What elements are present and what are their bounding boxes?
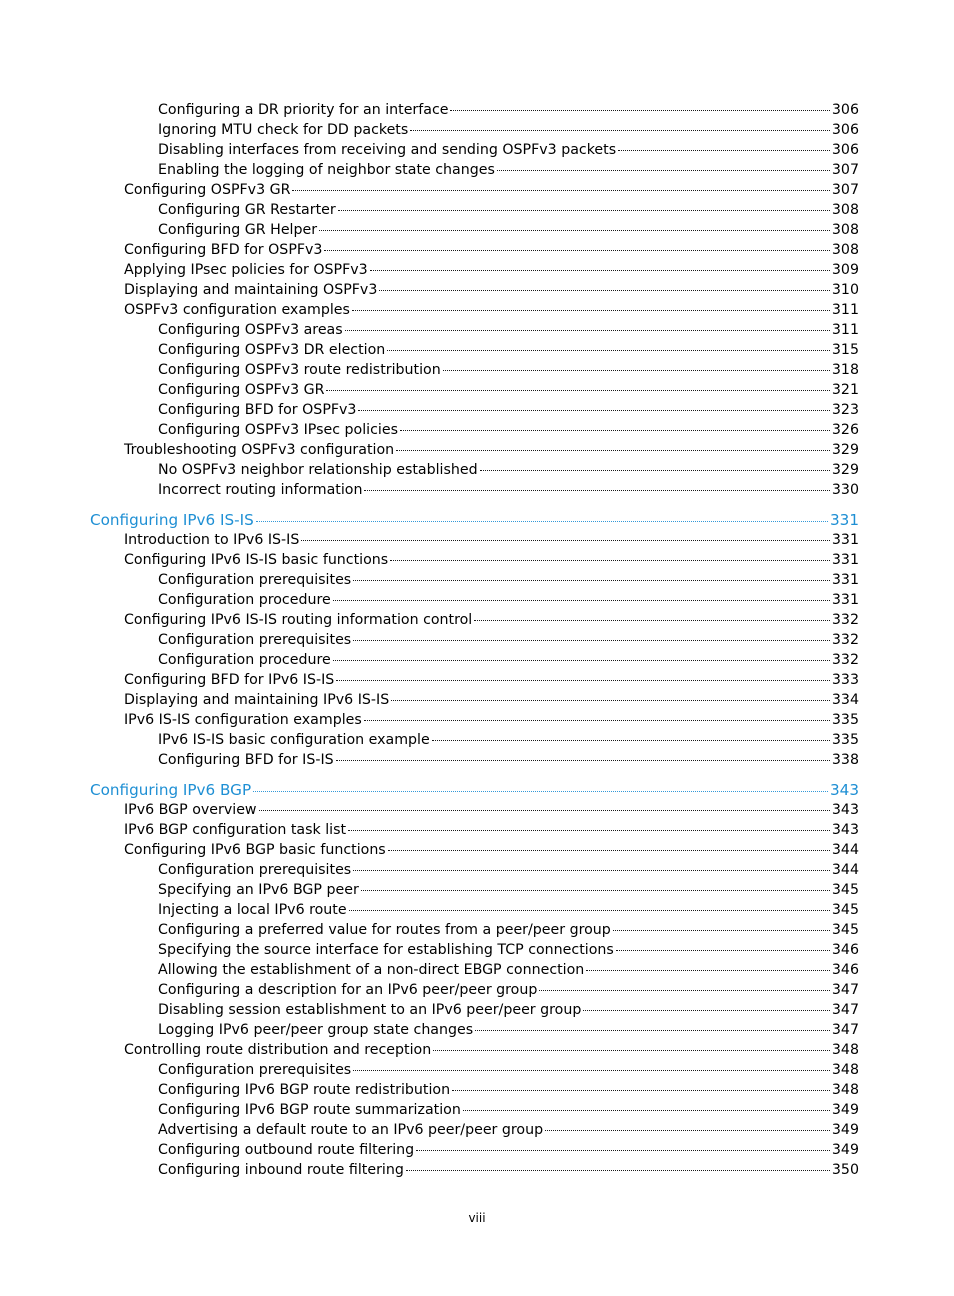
dot-leader [616, 949, 830, 951]
toc-entry[interactable] [158, 920, 859, 940]
dot-leader [463, 1109, 830, 1111]
toc-entry-page: 310 [831, 282, 859, 298]
dot-leader [391, 699, 830, 701]
toc-entry-page: 306 [831, 102, 859, 118]
dot-leader [333, 659, 830, 661]
toc-entry-page: 348 [831, 1042, 859, 1058]
dot-leader [379, 289, 830, 291]
toc-entry[interactable] [158, 1160, 859, 1180]
toc-chapter-entry[interactable] [90, 510, 859, 530]
toc-entry-title: Configuring OSPFv3 DR election [158, 342, 386, 358]
toc-entry-page: 315 [831, 342, 859, 358]
toc-entry[interactable] [158, 650, 859, 670]
dot-leader [253, 790, 828, 792]
toc-entry-title: Displaying and maintaining IPv6 IS-IS [124, 692, 390, 708]
toc-entry[interactable] [158, 1140, 859, 1160]
toc-entry-page: 329 [831, 462, 859, 478]
toc-entry[interactable] [158, 1120, 859, 1140]
toc-entry[interactable] [124, 550, 859, 570]
toc-entry[interactable] [124, 440, 859, 460]
toc-entry-title: Configuring BFD for IPv6 IS-IS [124, 672, 335, 688]
toc-entry[interactable] [158, 480, 859, 500]
toc-entry[interactable] [158, 320, 859, 340]
dot-leader [416, 1149, 830, 1151]
dot-leader [256, 520, 828, 522]
toc-entry[interactable] [124, 820, 859, 840]
toc-entry-title: Configuring OSPFv3 IPsec policies [158, 422, 398, 438]
toc-entry[interactable] [158, 200, 859, 220]
toc-entry-page: 318 [831, 362, 859, 378]
toc-entry-title: OSPFv3 configuration examples [124, 302, 350, 318]
toc-entry-title: Configuring BFD for OSPFv3 [124, 242, 323, 258]
dot-leader [450, 109, 829, 111]
toc-entry-title: Ignoring MTU check for DD packets [158, 122, 409, 138]
toc-entry-page: 347 [831, 1022, 859, 1038]
toc-entry-page: 349 [831, 1122, 859, 1138]
toc-entry-title: Configuring OSPFv3 GR [124, 182, 291, 198]
dot-leader [586, 969, 830, 971]
toc-entry-page: 349 [831, 1142, 859, 1158]
toc-entry-page: 343 [831, 802, 859, 818]
toc-entry-page: 311 [831, 322, 859, 338]
toc-entry-title: Configuring BFD for IS-IS [158, 752, 334, 768]
toc-entry-page: 309 [831, 262, 859, 278]
toc-entry[interactable] [158, 160, 859, 180]
dot-leader [452, 1089, 830, 1091]
toc-entry-title: Logging IPv6 peer/peer group state changes [158, 1022, 474, 1038]
toc-entry-page: 331 [831, 552, 859, 568]
toc-entry-page: 308 [831, 242, 859, 258]
dot-leader [349, 909, 830, 911]
dot-leader [338, 209, 830, 211]
toc-entry[interactable] [124, 260, 859, 280]
toc-entry-page: 334 [831, 692, 859, 708]
toc-entry[interactable] [124, 530, 859, 550]
toc-entry-page: 348 [831, 1082, 859, 1098]
dot-leader [319, 229, 830, 231]
dot-leader [396, 449, 830, 451]
dot-leader [364, 489, 829, 491]
toc-entry-title: Configuring outbound route filtering [158, 1142, 415, 1158]
toc-entry[interactable] [158, 1080, 859, 1100]
toc-entry-title: Configuring BFD for OSPFv3 [158, 402, 357, 418]
toc-entry-page: 307 [831, 182, 859, 198]
toc-entry[interactable] [158, 630, 859, 650]
toc-entry[interactable] [158, 220, 859, 240]
toc-entry-title: Configuration procedure [158, 652, 331, 668]
toc-entry-title: Configuring IPv6 BGP basic functions [124, 842, 386, 858]
toc-entry-title: Configuring IPv6 IS-IS [90, 511, 254, 529]
toc-entry[interactable] [158, 120, 859, 140]
toc-entry-page: 307 [831, 162, 859, 178]
dot-leader [539, 989, 830, 991]
toc-entry[interactable] [158, 1000, 859, 1020]
toc-entry-page: 343 [831, 822, 859, 838]
toc-entry-title: Configuration procedure [158, 592, 331, 608]
dot-leader [388, 849, 830, 851]
toc-entry-title: Incorrect routing information [158, 482, 363, 498]
toc-entry[interactable] [124, 240, 859, 260]
toc-entry-page: 346 [831, 942, 859, 958]
toc-entry-page: 344 [831, 842, 859, 858]
toc-entry-title: IPv6 IS-IS configuration examples [124, 712, 362, 728]
toc-entry[interactable] [158, 100, 859, 120]
dot-leader [400, 429, 830, 431]
toc-entry[interactable] [124, 180, 859, 200]
toc-entry-title: Configuration prerequisites [158, 862, 352, 878]
toc-entry[interactable] [158, 140, 859, 160]
dot-leader [353, 869, 830, 871]
toc-entry[interactable] [158, 1020, 859, 1040]
toc-entry-page: 349 [831, 1102, 859, 1118]
toc-entry-title: IPv6 BGP overview [124, 802, 257, 818]
toc-entry-page: 332 [831, 652, 859, 668]
toc-entry-page: 329 [831, 442, 859, 458]
toc-entry-title: Allowing the establishment of a non-direct EBGP connection [158, 962, 585, 978]
dot-leader [345, 329, 830, 331]
dot-leader [474, 619, 830, 621]
toc-entry-page: 333 [831, 672, 859, 688]
toc-entry-title: Advertising a default route to an IPv6 peer/peer group [158, 1122, 544, 1138]
toc-entry-title: Injecting a local IPv6 route [158, 902, 347, 918]
dot-leader [353, 1069, 830, 1071]
dot-leader [292, 189, 829, 191]
toc-entry[interactable] [124, 1040, 859, 1060]
toc-entry-page: 335 [831, 732, 859, 748]
toc-entry-title: IPv6 IS-IS basic configuration example [158, 732, 430, 748]
dot-leader [358, 409, 829, 411]
toc-entry[interactable] [158, 860, 859, 880]
dot-leader [618, 149, 830, 151]
toc-entry-title: Configuring a DR priority for an interface [158, 102, 449, 118]
dot-leader [301, 539, 830, 541]
dot-leader [324, 249, 829, 251]
toc-entry[interactable] [158, 360, 859, 380]
toc-entry-title: Enabling the logging of neighbor state changes [158, 162, 495, 178]
toc-chapter-entry[interactable] [90, 780, 859, 800]
toc-entry[interactable] [124, 800, 859, 820]
toc-entry[interactable] [158, 730, 859, 750]
toc-entry-page: 331 [831, 572, 859, 588]
toc-entry-page: 332 [831, 612, 859, 628]
toc-entry-page: 343 [830, 781, 859, 799]
toc-entry-title: Introduction to IPv6 IS-IS [124, 532, 300, 548]
toc-entry-title: Configuring GR Helper [158, 222, 318, 238]
toc-entry[interactable] [158, 340, 859, 360]
toc-entry[interactable] [158, 460, 859, 480]
dot-leader [336, 759, 830, 761]
toc-entry-title: Specifying an IPv6 BGP peer [158, 882, 359, 898]
toc-entry-page: 326 [831, 422, 859, 438]
toc-entry-page: 332 [831, 632, 859, 648]
toc-entry-title: Configuring IPv6 BGP route summarization [158, 1102, 461, 1118]
toc-entry-title: Configuring a description for an IPv6 peer/peer group [158, 982, 538, 998]
toc-entry[interactable] [158, 590, 859, 610]
toc-entry-page: 306 [831, 122, 859, 138]
toc-entry[interactable] [158, 1060, 859, 1080]
dot-leader [480, 469, 830, 471]
toc-entry-page: 350 [831, 1162, 859, 1178]
toc-entry-page: 338 [831, 752, 859, 768]
dot-leader [361, 889, 830, 891]
toc-entry-title: Configuring OSPFv3 areas [158, 322, 343, 338]
dot-leader [497, 169, 830, 171]
toc-entry[interactable] [158, 400, 859, 420]
toc-entry-title: Configuring IPv6 IS-IS basic functions [124, 552, 389, 568]
toc-entry-page: 330 [831, 482, 859, 498]
dot-leader [410, 129, 830, 131]
toc-entry-page: 345 [831, 882, 859, 898]
toc-entry-title: Configuration prerequisites [158, 632, 352, 648]
toc-entry[interactable] [158, 380, 859, 400]
dot-leader [475, 1029, 830, 1031]
toc-entry-page: 347 [831, 982, 859, 998]
toc-entry-title: Configuring IPv6 BGP [90, 781, 252, 799]
toc-entry-page: 308 [831, 202, 859, 218]
toc-entry-title: IPv6 BGP configuration task list [124, 822, 347, 838]
toc-entry-page: 344 [831, 862, 859, 878]
toc-entry-title: Troubleshooting OSPFv3 configuration [124, 442, 395, 458]
dot-leader [583, 1009, 830, 1011]
toc-entry[interactable] [158, 420, 859, 440]
dot-leader [364, 719, 830, 721]
toc-entry[interactable] [158, 980, 859, 1000]
toc-entry[interactable] [124, 280, 859, 300]
dot-leader [336, 679, 830, 681]
toc-entry-page: 331 [830, 511, 859, 529]
toc-entry-title: Configuration prerequisites [158, 1062, 352, 1078]
toc-entry-title: Configuring GR Restarter [158, 202, 336, 218]
toc-entry-page: 348 [831, 1062, 859, 1078]
dot-leader [326, 389, 829, 391]
toc-entry[interactable] [158, 880, 859, 900]
toc-entry-page: 345 [831, 922, 859, 938]
page-number: viii [468, 1211, 486, 1225]
dot-leader [348, 829, 830, 831]
toc-entry[interactable] [124, 840, 859, 860]
toc-entry-title: Configuration prerequisites [158, 572, 352, 588]
toc-entry[interactable] [158, 750, 859, 770]
toc-entry-page: 335 [831, 712, 859, 728]
dot-leader [333, 599, 830, 601]
toc-entry-page: 331 [831, 532, 859, 548]
dot-leader [613, 929, 830, 931]
toc-entry[interactable] [124, 670, 859, 690]
dot-leader [545, 1129, 830, 1131]
toc-entry[interactable] [124, 300, 859, 320]
dot-leader [259, 809, 830, 811]
dot-leader [352, 309, 830, 311]
toc-entry-title: Configuring a preferred value for routes from a peer/peer group [158, 922, 611, 938]
dot-leader [406, 1169, 830, 1171]
toc-entry-title: Applying IPsec policies for OSPFv3 [124, 262, 368, 278]
toc-entry-title: Configuring inbound route filtering [158, 1162, 404, 1178]
toc-entry-title: Disabling interfaces from receiving and sending OSPFv3 packets [158, 142, 617, 158]
toc-entry-page: 346 [831, 962, 859, 978]
toc-entry-title: Configuring OSPFv3 route redistribution [158, 362, 441, 378]
toc-entry-page: 306 [831, 142, 859, 158]
toc-entry-title: Displaying and maintaining OSPFv3 [124, 282, 378, 298]
dot-leader [353, 579, 830, 581]
toc-entry[interactable] [158, 960, 859, 980]
toc-entry[interactable] [124, 690, 859, 710]
toc-entry-page: 331 [831, 592, 859, 608]
toc-entry-title: No OSPFv3 neighbor relationship established [158, 462, 478, 478]
toc-entry-page: 311 [831, 302, 859, 318]
dot-leader [370, 269, 830, 271]
toc-entry-page: 308 [831, 222, 859, 238]
toc-entry[interactable] [124, 710, 859, 730]
dot-leader [390, 559, 830, 561]
toc-entry-page: 347 [831, 1002, 859, 1018]
toc-entry[interactable] [158, 570, 859, 590]
toc-entry-title: Configuring IPv6 BGP route redistribution [158, 1082, 451, 1098]
toc-entry[interactable] [124, 610, 859, 630]
toc-entry[interactable] [158, 900, 859, 920]
toc-entry-title: Disabling session establishment to an IPv6 peer/peer group [158, 1002, 582, 1018]
toc-entry-title: Configuring IPv6 IS-IS routing information control [124, 612, 473, 628]
dot-leader [353, 639, 830, 641]
toc-entry[interactable] [158, 940, 859, 960]
toc-entry-title: Specifying the source interface for establishing TCP connections [158, 942, 614, 958]
dot-leader [443, 369, 830, 371]
dot-leader [433, 1049, 830, 1051]
toc-entry-page: 323 [831, 402, 859, 418]
dot-leader [432, 739, 830, 741]
toc-entry-page: 345 [831, 902, 859, 918]
toc-entry-title: Controlling route distribution and reception [124, 1042, 432, 1058]
toc-entry[interactable] [158, 1100, 859, 1120]
dot-leader [387, 349, 830, 351]
toc-entry-page: 321 [831, 382, 859, 398]
toc-entry-title: Configuring OSPFv3 GR [158, 382, 325, 398]
